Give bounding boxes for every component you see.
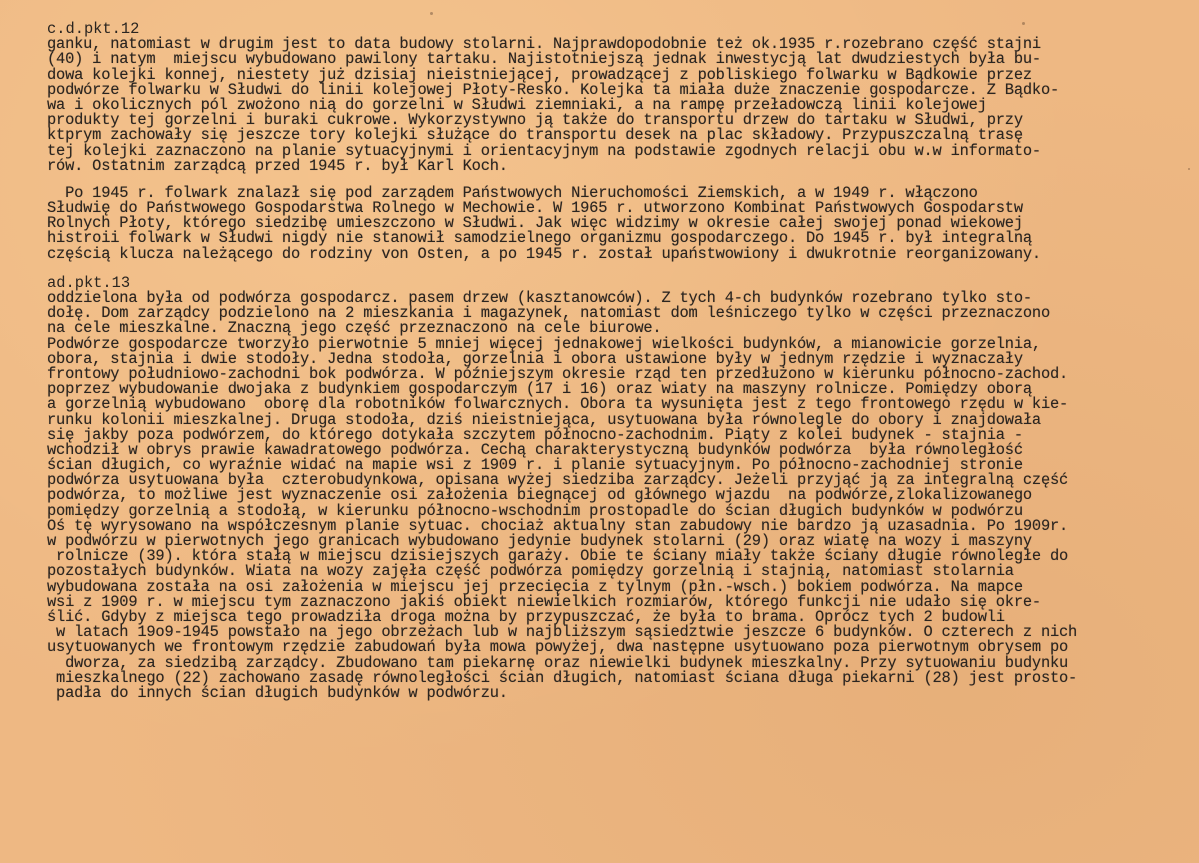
- text-line: podwórze folwarku w Słudwi do linii kolejowej Płoty-Resko. Kolejka ta miała duże znaczenie gospodarcze. Z Bądko-: [47, 80, 1060, 99]
- text-line: oddzielona była od podwórza gospodarcz. pasem drzew (kasztanowców). Z tych 4-ch budynków rozebrano tylko sto-: [47, 289, 1032, 307]
- text-line: wchodził w obrys prawie kawadratowego podwórza. Cechą charakterystyczną budynków podwórza była równoległość: [47, 440, 1023, 459]
- text-line: Po 1945 r. folwark znalazł się pod zarządem Państwowych Nieruchomości Ziemskich, a w 1949 r. włączono: [47, 183, 978, 202]
- text-line: rów. Ostatnim zarządcą przed 1945 r. był Karl Koch.: [47, 156, 508, 175]
- text-line: dowa kolejki konnej, niestety już dzisiaj nieistniejącej, prowadzącej z pobliskiego folwarku w Bądkowie przez: [47, 65, 1032, 84]
- text-line: dworza, za siedzibą zarządcy. Zbudowano tam piekarnę oraz niewielki budynek mieszkalny. Przy sytuowaniu budynku: [47, 653, 1069, 672]
- paragraph-section-2: [47, 183, 1199, 263]
- text-line: ślić. Gdyby z miejsca tego prowadziła droga można by przypuszczać, że była to brama. Oprócz tych 2 budowli: [47, 607, 1005, 626]
- text-line: wsi z 1909 r. w miejscu tym zaznaczono jakiś obiekt niewielkich rozmiarów, którego funkcji nie udało się okre-: [47, 592, 1041, 611]
- text-line: obora, stajnia i dwie stodoły. Jedna stodoła, gorzelnia i obora ustawione były w jednym rzędzie i wyznaczały: [47, 349, 1023, 368]
- text-line: ktprym zachowały się jeszcze tory kolejki służące do transportu desek na plac składowy. Przypuszczalną trasę: [47, 126, 1023, 145]
- text-line: częścią klucza należącego do rodziny von Osten, a po 1945 r. został upaństwowiony i dwukrotnie reorganizowany.: [47, 244, 1041, 263]
- paper-speck: [1022, 22, 1025, 25]
- text-line: padła do innych ścian długich budynków w podwórzu.: [47, 683, 508, 702]
- text-line: Słudwię do Państwowego Gospodarstwa Rolnego w Mechowie. W 1965 r. utworzono Kombinat Państwowych Gospodarstw: [47, 199, 1023, 218]
- text-line: usytuowanych we frontowym rzędzie zabudowań była mowa powyżej, dwa następne usytuowano poza pierwotnym obrysem po: [47, 638, 1069, 657]
- text-line: ganku, natomiast w drugim jest to data budowy stolarni. Najprawdopodobnie też ok.1935 r.rozebrano część stajni: [47, 35, 1041, 54]
- section-reference-header: c.d.pkt.12: [47, 20, 140, 38]
- document-body: [47, 22, 1199, 701]
- text-line: ścian długich, co wyraźnie widać na mapie wsi z 1909 r. i planie sytuacyjnym. Po północno-zachodniej stronie: [47, 456, 1023, 475]
- text-line: Rolnych Płoty, którego siedzibę umieszczono w Słudwi. Jak więc widzimy w okresie całej swojej ponad wiekowej: [47, 214, 1023, 233]
- text-line: runku kolonii mieszkalnej. Druga stodoła, dziś nieistniejąca, usytuowana była równolegle do obory i znajdowała: [47, 410, 1041, 429]
- text-line: poprzez wybudowanie dwojaka z budynkiem gospodarczym (17 i 16) oraz wiaty na maszyny rolnicze. Pomiędzy oborą: [47, 380, 1032, 399]
- paper-speck: [1188, 168, 1190, 170]
- text-line: Oś tę wyrysowano na współczesnym planie sytuac. chociaż aktualny stan zabudowy nie bardzo ją uzasadnia. Po 1909r.: [47, 516, 1069, 535]
- text-line: mieszkalnego (22) zachowano zasadę równoległości ścian długich, natomiast ściana długa piekarni (28) jest prosto-: [47, 668, 1078, 687]
- text-line: produkty tej gorzelni i buraki cukrowe. Wykorzystywno ją także do transportu drzew do tartaku w Słudwi, przy: [47, 111, 1023, 130]
- text-line: się jakby poza podwórzem, do którego dotykała szczytem północno-zachodnim. Piąty z kolei budynek - stajnia -: [47, 425, 1023, 444]
- text-line: histroii folwark w Słudwi nigdy nie stanowił samodzielnego organizmu gospodarczego. Do 1945 r. był integralną: [47, 229, 1032, 248]
- text-line: pozostałych budynków. Wiata na wozy zajęła część podwórza pomiędzy gorzelnią i stajnią, natomiast stolarnia: [47, 562, 1014, 581]
- text-line: w podwórzu w pierwotnych jego granicach wybudowano jedynie budynek stolarni (29) oraz wiatę na wozy i maszyny: [47, 532, 1032, 550]
- text-line: w latach 19o9-1945 powstało na jego obrzeżach lub w najbliższym sąsiedztwie jeszcze 6 budynków. O czterech z nich: [47, 623, 1078, 642]
- text-line: podwórza usytuowana była czterobudynkowa, opisana wyżej siedziba zarządcy. Jeżeli przyjąć ją za integralną część: [47, 471, 1069, 490]
- text-line: (40) i natym miejscu wybudowano pawilony tartaku. Najistotniejszą jednak inwestycją lat dwudziestych była bu-: [47, 50, 1041, 69]
- text-line: rolnicze (39). która stałą w miejscu dzisiejszych garaży. Obie te ściany miały także ściany długie równoległe do: [47, 547, 1069, 566]
- section-reference-header: ad.pkt.13: [47, 273, 131, 292]
- text-line: wybudowana została na osi założenia w miejscu jej przecięcia z tylnym (płn.-wsch.) bokiem podwórza. Na mapce: [47, 577, 1023, 596]
- text-line: dołę. Dom zarządcy podzielono na 2 mieszkania i magazynek, natomiast dom leśniczego tylko w części przeznaczono: [47, 304, 1050, 323]
- text-line: tej kolejki zaznaczono na planie sytuacyjnymi i orientacyjnym na podstawie zgodnych relacji obu w.w informato-: [47, 141, 1041, 160]
- text-line: frontowy południowo-zachodni bok podwórza. W późniejszym okresie rząd ten przedłużono w kierunku północno-zachod.: [47, 364, 1069, 383]
- text-line: na cele mieszkalne. Znaczną jego część przeznaczono na cele biurowe.: [47, 319, 662, 338]
- paragraph-section-1: [47, 37, 1199, 174]
- paper-speck: [430, 12, 433, 15]
- text-line: a gorzelnią wybudowano oborę dla robotników folwarcznych. Obora ta wysunięta jest z tego frontowego rzędu w kie-: [47, 395, 1069, 414]
- text-line: podwórza, to możliwe jest wyznaczenie osi założenia biegnącej od głównego wjazdu na podwórze,zlokalizowanego: [47, 486, 1032, 505]
- text-line: pomiędzy gorzelnią a stodołą, w kierunku północno-wschodnim prostopadle do ścian długich budynków w podwórzu: [47, 501, 1023, 520]
- text-line: Podwórze gospodarcze tworzyło pierwotnie 5 mniej więcej jednakowej wielkości budynków, a mianowicie gorzelnia,: [47, 334, 1041, 353]
- paragraph-section-3: [47, 291, 1199, 701]
- text-line: wa i okolicznych pól zwożono nią do gorzelni w Słudwi ziemniaki, a na rampę przeładowczą linii kolejowej: [47, 95, 987, 114]
